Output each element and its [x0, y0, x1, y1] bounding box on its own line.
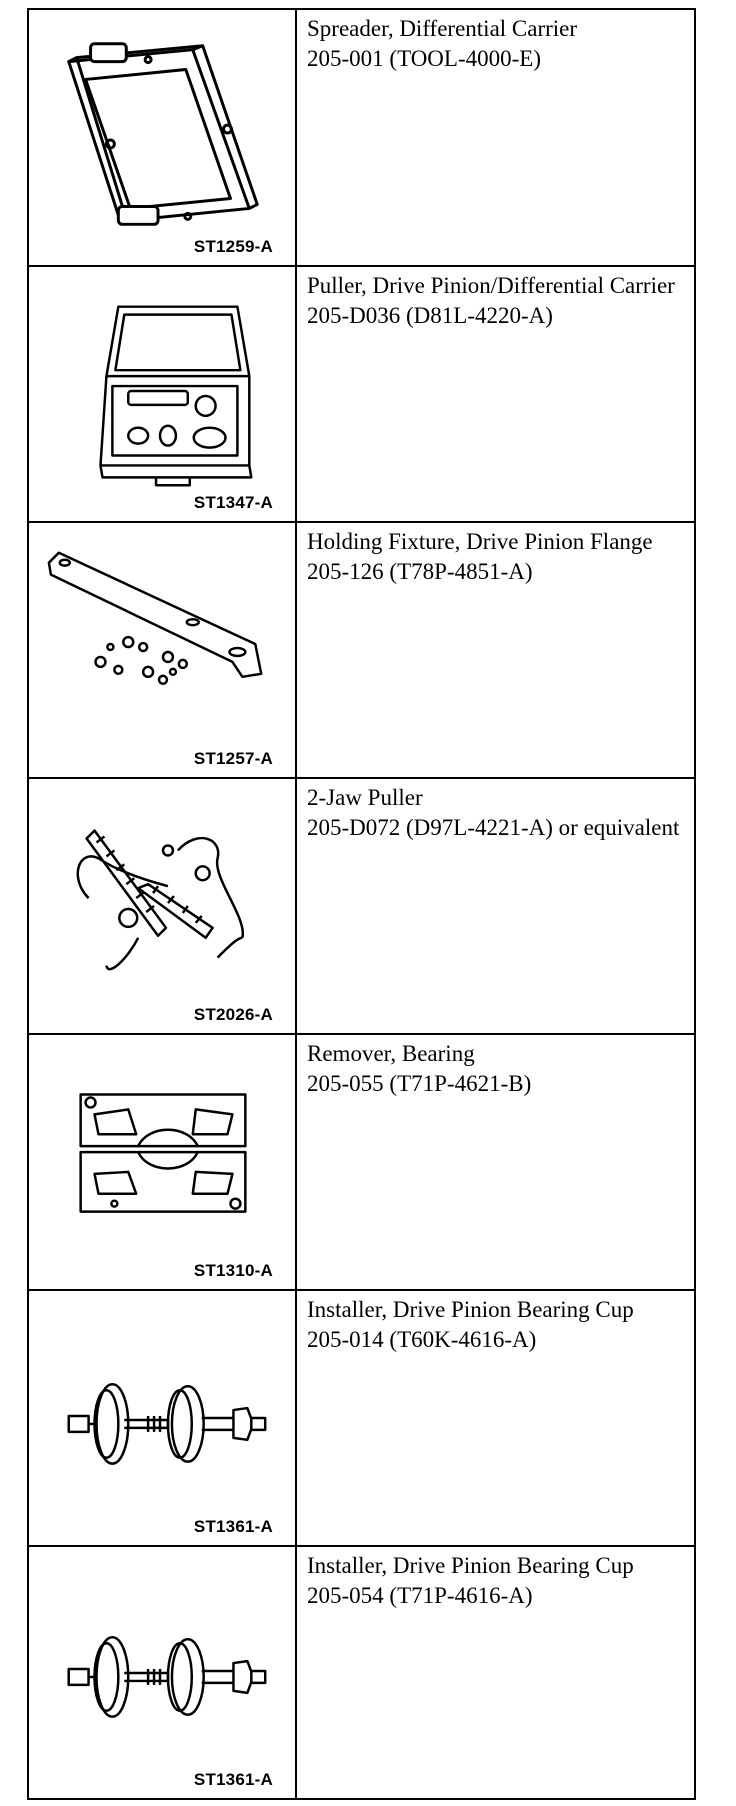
bearing-cup-installer-icon: [29, 1547, 295, 1798]
illustration-reference: ST1361-A: [193, 1770, 273, 1789]
tool-number: 205-126 (T78P-4851-A): [307, 559, 533, 584]
tool-number: 205-055 (T71P-4621-B): [307, 1071, 532, 1096]
tool-image-cell: [29, 1547, 297, 1798]
tool-name: Installer, Drive Pinion Bearing Cup: [307, 1553, 634, 1578]
tool-description: [297, 1291, 694, 1545]
table-row: [29, 1547, 694, 1798]
tool-name: 2-Jaw Puller: [307, 785, 423, 810]
two-jaw-puller-icon: [29, 779, 295, 1033]
tool-image-cell: [29, 1291, 297, 1545]
illustration-reference: ST1310-A: [193, 1261, 273, 1280]
illustration-reference: ST1259-A: [193, 237, 273, 256]
tool-image-cell: [29, 779, 297, 1033]
table-row: [29, 779, 694, 1035]
bearing-cup-installer-icon: [29, 1291, 295, 1545]
table-row: [29, 267, 694, 523]
tool-description: [297, 779, 694, 1033]
tool-description: [297, 1035, 694, 1289]
tool-name: Holding Fixture, Drive Pinion Flange: [307, 529, 653, 554]
tool-number: 205-001 (TOOL-4000-E): [307, 46, 541, 71]
illustration-reference: ST1361-A: [193, 1517, 273, 1536]
tool-name: Remover, Bearing: [307, 1041, 475, 1066]
tool-name: Spreader, Differential Carrier: [307, 16, 578, 41]
table-row: [29, 10, 694, 267]
illustration-reference: ST2026-A: [193, 1005, 273, 1024]
differential-spreader-icon: [29, 10, 295, 265]
tool-number: 205-054 (T71P-4616-A): [307, 1583, 533, 1608]
tool-image-cell: [29, 523, 297, 777]
tool-image-cell: [29, 10, 297, 265]
tool-name: Puller, Drive Pinion/Differential Carrier: [307, 273, 675, 298]
tool-name: Installer, Drive Pinion Bearing Cup: [307, 1297, 634, 1322]
tool-description: [297, 10, 694, 265]
table-row: [29, 523, 694, 779]
tool-number: 205-D036 (D81L-4220-A): [307, 303, 553, 328]
tool-image-cell: [29, 1035, 297, 1289]
table-row: [29, 1291, 694, 1547]
tool-image-cell: [29, 267, 297, 521]
bearing-remover-icon: [29, 1035, 295, 1289]
illustration-reference: ST1257-A: [193, 749, 273, 768]
tool-description: [297, 1547, 694, 1798]
puller-case-icon: [29, 267, 295, 521]
illustration-reference: ST1347-A: [193, 493, 273, 512]
tool-number: 205-014 (T60K-4616-A): [307, 1327, 537, 1352]
tool-description: [297, 267, 694, 521]
tool-number: 205-D072 (D97L-4221-A) or equivalent: [307, 815, 680, 840]
table-row: [29, 1035, 694, 1291]
tool-description: [297, 523, 694, 777]
special-tools-table: [27, 8, 696, 1800]
holding-fixture-icon: [29, 523, 295, 777]
